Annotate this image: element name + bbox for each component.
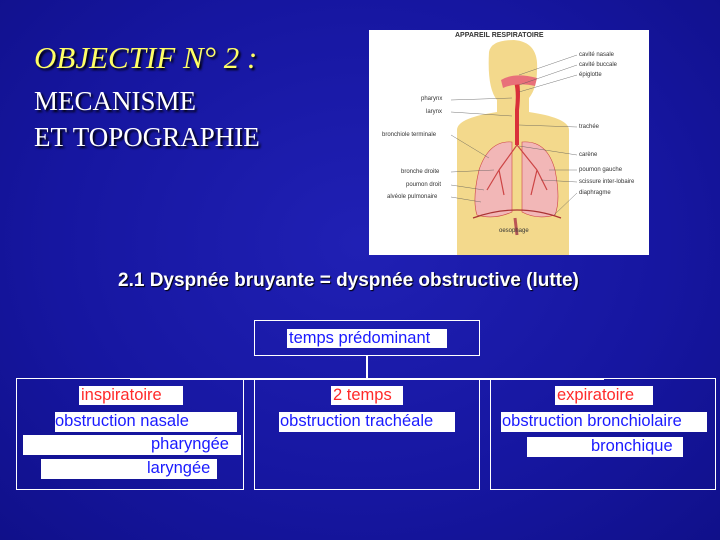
tree-column-inspiratoire (16, 378, 244, 490)
figure-label-right: trachée (579, 124, 600, 130)
tree-root-box (254, 320, 480, 356)
respiratory-system-figure (369, 30, 649, 255)
slide-title-objective: OBJECTIF N° 2 : (34, 40, 258, 75)
figure-label-right: carène (579, 152, 598, 158)
column-item: obstruction nasale (55, 412, 189, 430)
figure-label-right: épiglotte (579, 72, 602, 78)
figure-label-right: scissure inter-lobaire (579, 179, 635, 185)
slide-title-mecanisme: MECANISME (34, 86, 197, 116)
figure-label-right: cavité buccale (579, 62, 618, 68)
column-item: pharyngée (151, 435, 229, 453)
column-title: 2 temps (333, 386, 392, 404)
column-item: bronchique (591, 437, 673, 455)
figure-label-left: poumon droit (406, 182, 442, 188)
column-item: obstruction trachéale (280, 412, 434, 430)
section-heading: 2.1 Dyspnée bruyante = dyspnée obstructive (lutte) (118, 270, 579, 291)
slide-title-topographie: ET TOPOGRAPHIE (34, 122, 260, 152)
column-item: obstruction bronchiolaire (502, 412, 682, 430)
tree-column-expiratoire (490, 378, 716, 490)
figure-label-right: cavité nasale (579, 52, 615, 58)
figure-label-left: pharynx (421, 96, 443, 102)
tree-root-label: temps prédominant (289, 329, 431, 347)
figure-title: APPAREIL RESPIRATOIRE (455, 32, 544, 39)
figure-label-right: poumon gauche (579, 167, 623, 173)
figure-label-left: bronche droite (401, 169, 440, 175)
column-item: laryngée (147, 459, 211, 477)
column-title: inspiratoire (81, 386, 162, 404)
tree-column-2-temps (254, 378, 480, 490)
figure-label-right: diaphragme (579, 190, 611, 196)
tree-connector (366, 355, 368, 379)
figure-label-bottom: oesophage (499, 228, 529, 234)
column-title: expiratoire (557, 386, 635, 404)
figure-label-left: larynx (426, 109, 443, 115)
figure-label-left: bronchiole terminale (382, 132, 437, 138)
figure-label-left: alvéole pulmonaire (387, 194, 438, 200)
